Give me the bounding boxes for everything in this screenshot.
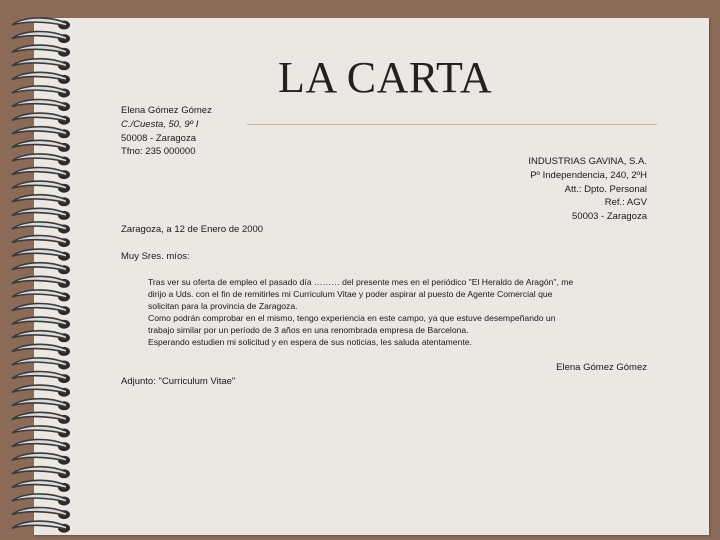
spiral-ring [12,208,70,220]
spiral-ring [12,236,70,248]
letter-signature: Elena Gómez Gómez [556,362,647,373]
page-title: LA CARTA [278,53,493,102]
letter-attachment: Adjunto: "Curriculum Vitae" [121,376,236,387]
spiral-ring [12,222,70,234]
letter-date: Zaragoza, a 12 de Enero de 2000 [121,224,264,235]
spiral-ring [12,426,70,438]
spiral-ring [12,521,70,533]
recipient-attention: Att.: Dpto. Personal [564,183,647,195]
body-line: solicitan para la provincia de Zaragoza. [148,301,298,311]
spiral-ring [12,263,70,275]
spiral-ring [12,181,70,193]
title-divider [247,124,657,125]
recipient-address [480,155,647,224]
recipient-city: 50003 - Zaragoza [572,211,647,223]
spiral-ring [12,18,70,30]
spiral-ring [12,195,70,207]
spiral-ring [12,86,70,98]
spiral-ring [12,45,70,57]
body-line: trabajo similar por un período de 3 años en una renombrada empresa de Barcelona. [148,325,469,335]
body-line: Como podrán comprobar en el mismo, tengo experiencia en este campo, ya que estuve desempeñando un [148,313,556,323]
spiral-ring [12,168,70,180]
letter-body [148,276,573,348]
spiral-ring [12,344,70,356]
sender-phone: Tfno: 235 000000 [121,146,196,158]
recipient-address-line: Pº Independencia, 240, 2ºH [530,169,647,181]
spiral-ring [12,331,70,343]
spiral-ring [12,72,70,84]
spiral-ring [12,276,70,288]
spiral-ring [12,440,70,452]
body-line: Tras ver su oferta de empleo el pasado día ……… del presente mes en el periódico "El Heraldo de Aragón", me [148,277,574,287]
spiral-ring [12,508,70,520]
sender-name: Elena Gómez Gómez [121,105,212,116]
spiral-ring [12,304,70,316]
spiral-ring [12,290,70,302]
spiral-ring [12,154,70,166]
spiral-ring [12,127,70,139]
spiral-ring [12,113,70,125]
sender-city: 50008 - Zaragoza [121,132,196,144]
body-line: Esperando estudien mi solicitud y en espera de sus noticias, les saluda atentamente. [148,337,472,347]
spiral-ring [12,140,70,152]
spiral-ring [12,453,70,465]
spiral-ring [12,249,70,261]
spiral-ring [12,480,70,492]
spiral-ring [12,317,70,329]
spiral-ring [12,32,70,44]
recipient-company: INDUSTRIAS GAVINA, S.A. [528,156,647,167]
sender-address [121,104,212,159]
spiral-ring [12,385,70,397]
spiral-ring [12,494,70,506]
letter-greeting: Muy Sres. míos: [121,251,190,262]
recipient-reference: Ref.: AGV [604,197,647,209]
spiral-ring [12,467,70,479]
spiral-ring [12,399,70,411]
sender-street: C./Cuesta, 50, 9º I [121,118,199,130]
spiral-ring [12,358,70,370]
spiral-ring [12,100,70,112]
spiral-ring [12,59,70,71]
spiral-ring [12,412,70,424]
body-line: dirijo a Uds. con el fin de remitirles mi Curriculum Vitae y poder aspirar al puesto de Agente Comercial que [148,289,553,299]
spiral-ring [12,372,70,384]
spiral-binding-icon [0,14,80,534]
